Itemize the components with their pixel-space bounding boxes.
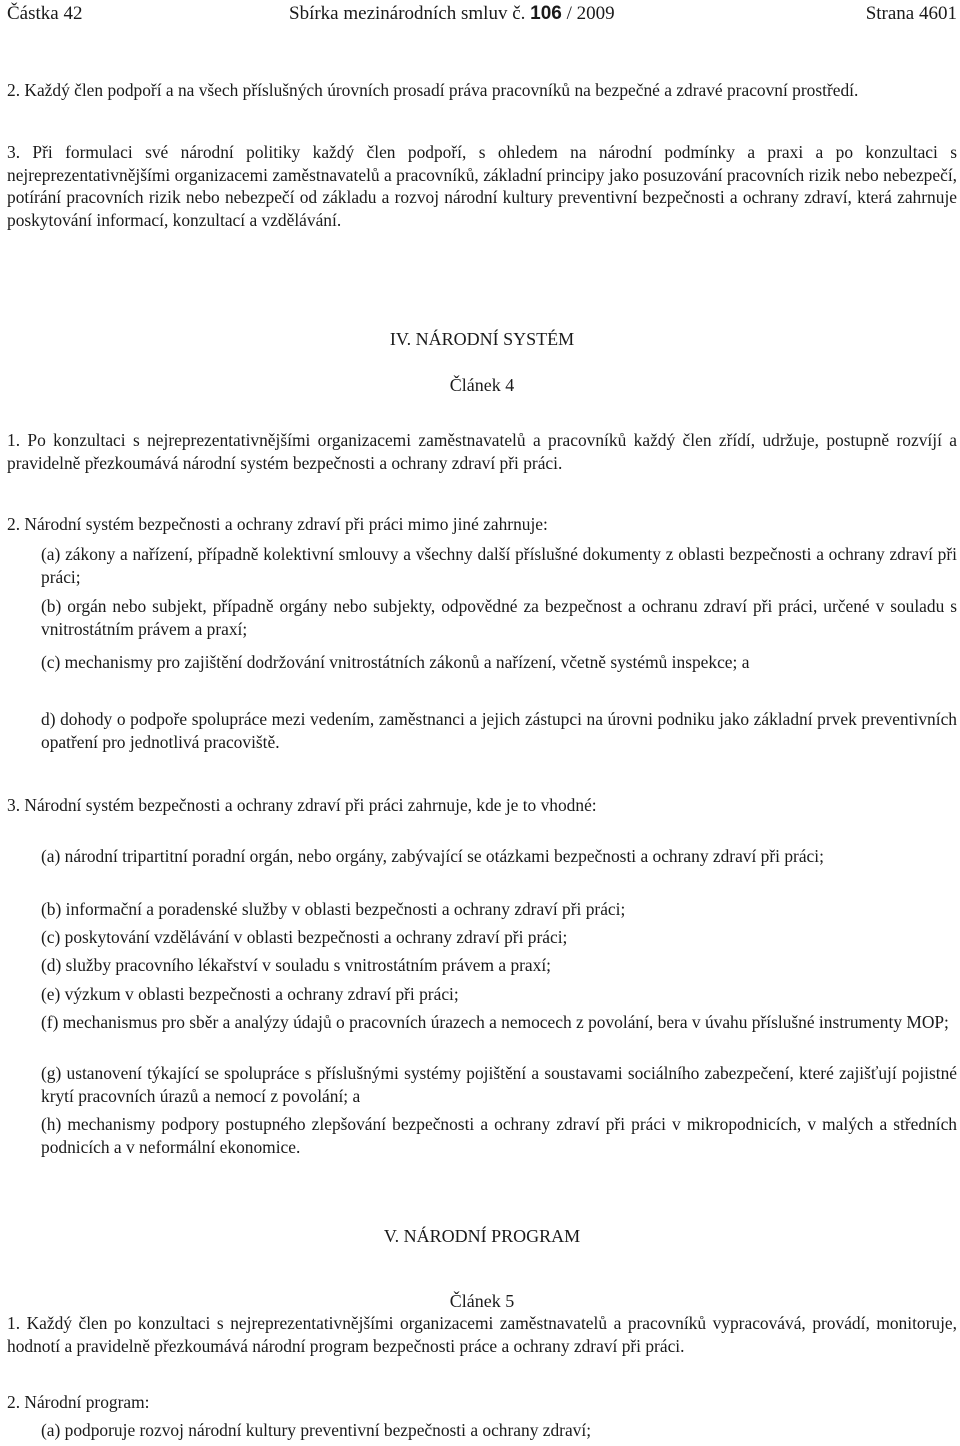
article5-paragraph-1 [7, 1312, 957, 1357]
paragraph-text: 3. Při formulaci své národní politiky každý člen podpoří, s ohledem na národní podmínky a praxi a po konzultaci s nejreprezentativnějšími organizacemi zaměstnavatelů a pracovníků, základní principy jako posuzování pracovních rizik nebo nebezpečí, potírání pracovních rizik nebo nebezpečí od základu a rozvoj národní kultury preventivní bezpečnosti a ochrany zdraví, která zahrnuje poskytování informací, konzultací a vzdělávání. [7, 142, 957, 230]
list-item: (b) orgán nebo subjekt, případně orgány nebo subjekty, odpovědné za bezpečnost a ochranu zdraví při práci, určené v souladu s vnitrostátním právem a praxí; [41, 596, 957, 639]
list-item: (c) poskytování vzdělávání v oblasti bezpečnosti a ochrany zdraví při práci; [41, 927, 568, 947]
list-item: (a) zákony a nařízení, případně kolektivní smlouvy a všechny další příslušné dokumenty z oblasti bezpečnosti a ochrany zdraví při práci; [41, 544, 957, 587]
list-item: d) dohody o podpoře spolupráce mezi vedením, zaměstnanci a jejich zástupci na úrovni podniku jako základní prvek preventivních opatření pro jednotlivá pracoviště. [41, 709, 957, 752]
paragraph-text: 2. Národní program: [7, 1392, 150, 1412]
list-item: (f) mechanismus pro sběr a analýzy údajů o pracovních úrazech a nemocech z povolání, bera v úvahu příslušné instrumenty MOP; [41, 1012, 949, 1032]
header-collection-year: / 2009 [566, 3, 615, 24]
paragraph-text: 1. Po konzultaci s nejreprezentativnějšími organizacemi zaměstnavatelů a pracovníků každý člen zřídí, udržuje, postupně rozvíjí a pravidelně přezkoumává národní systém bezpečnosti a ochrany zdraví při práci. [7, 430, 957, 473]
list-item: (a) národní tripartitní poradní orgán, nebo orgány, zabývající se otázkami bezpečnosti a ochrany zdraví při práci; [41, 846, 824, 866]
article4-paragraph-3 [7, 794, 957, 817]
page-header [7, 3, 957, 29]
list-item: (h) mechanismy podpory postupného zlepšování bezpečnosti a ochrany zdraví při práci v mikropodnicích, v malých a středních podnicích a v neformální ekonomice. [41, 1114, 957, 1157]
paragraph-text: 3. Národní systém bezpečnosti a ochrany zdraví při práci zahrnuje, kde je to vhodné: [7, 795, 597, 815]
article3-paragraph-2 [7, 79, 957, 102]
article4-paragraph-2 [7, 513, 957, 536]
header-page-number: Strana 4601 [865, 3, 957, 24]
article3-paragraph-3 [7, 141, 957, 231]
list-item: (c) mechanismy pro zajištění dodržování vnitrostátních zákonů a nařízení, včetně systémů inspekce; a [41, 652, 750, 672]
list-item: (d) služby pracovního lékařství v souladu s vnitrostátním právem a praxí; [41, 955, 552, 975]
list-item: (a) podporuje rozvoj národní kultury preventivní bezpečnosti a ochrany zdraví; [41, 1420, 592, 1440]
list-item: (e) výzkum v oblasti bezpečnosti a ochrany zdraví při práci; [41, 984, 459, 1004]
list-item: (b) informační a poradenské služby v oblasti bezpečnosti a ochrany zdraví při práci; [41, 899, 626, 919]
section-heading-v: V. NÁRODNÍ PROGRAM [383, 1226, 581, 1246]
header-collection [289, 3, 615, 26]
article-5-title: Článek 5 [449, 1291, 515, 1311]
paragraph-text: 2. Národní systém bezpečnosti a ochrany zdraví při práci mimo jiné zahrnuje: [7, 514, 548, 534]
header-collection-title: Sbírka mezinárodních smluv č. [289, 3, 526, 24]
article-4-title: Článek 4 [449, 375, 515, 395]
paragraph-text: 2. Každý člen podpoří a na všech příslušných úrovních prosadí práva pracovníků na bezpečné a zdravé pracovní prostředí. [7, 80, 859, 100]
article5-paragraph-2 [7, 1391, 957, 1414]
header-collection-number: 106 [530, 3, 562, 24]
section-heading-iv: IV. NÁRODNÍ SYSTÉM [389, 329, 575, 349]
paragraph-text: 1. Každý člen po konzultaci s nejreprezentativnějšími organizacemi zaměstnavatelů a pracovníků vypracovává, provádí, monitoruje, hodnotí a pravidelně přezkoumává národní program bezpečnosti práce a ochrany zdraví při práci. [7, 1313, 957, 1356]
list-item: (g) ustanovení týkající se spolupráce s příslušnými systémy pojištění a soustavami sociálního zabezpečení, které zajišťují pojistné krytí pracovních úrazů a nemocí z povolání; a [41, 1063, 957, 1106]
article4-paragraph-1 [7, 429, 957, 474]
header-part: Částka 42 [7, 3, 83, 24]
